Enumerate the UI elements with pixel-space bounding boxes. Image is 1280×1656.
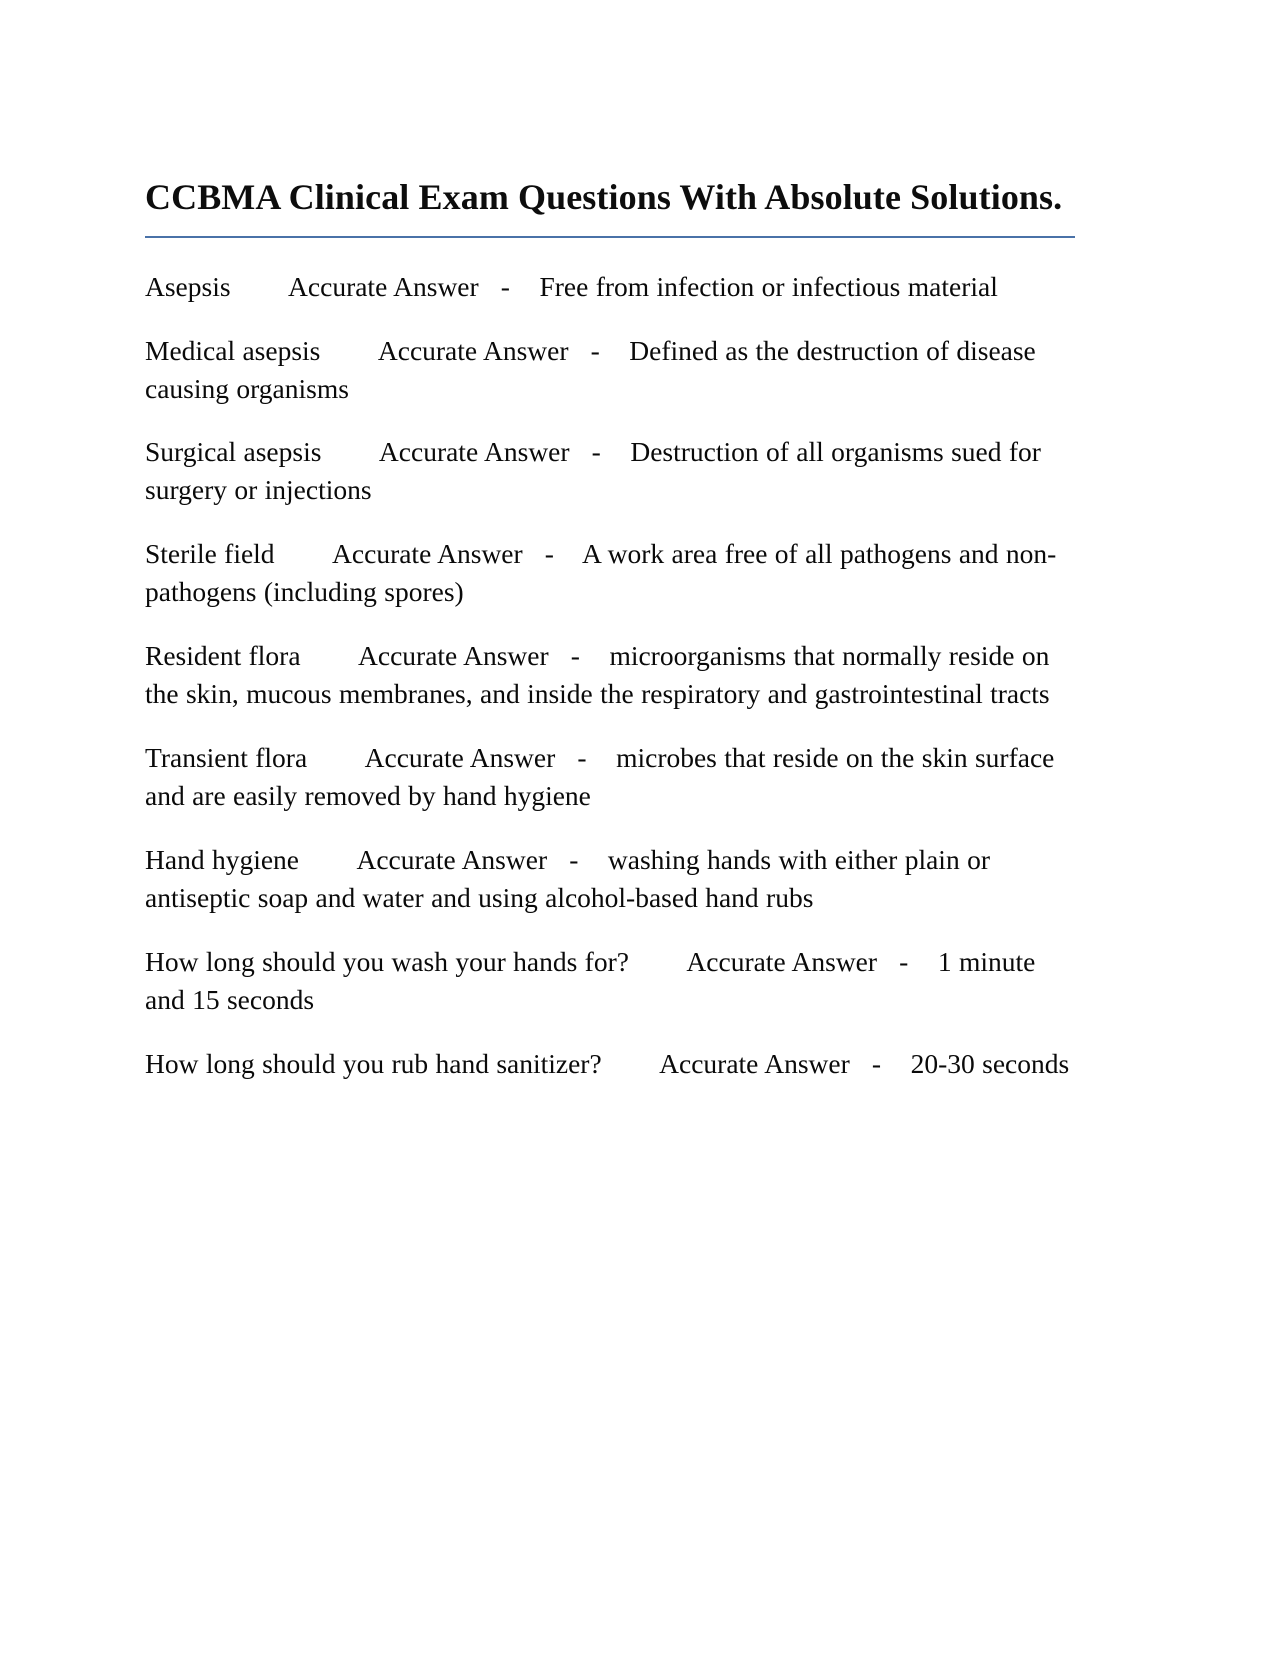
qa-entry xyxy=(145,637,1080,713)
page-title: CCBMA Clinical Exam Questions With Absolute Solutions. xyxy=(145,177,1063,217)
qa-dash: - xyxy=(548,640,610,672)
qa-answer-marker: Accurate Answer xyxy=(288,270,479,302)
qa-dash: - xyxy=(569,436,631,468)
qa-dash: - xyxy=(522,538,582,570)
qa-entry xyxy=(145,268,1080,306)
qa-entry xyxy=(145,841,1080,917)
qa-term: Asepsis xyxy=(145,270,231,302)
qa-answer-marker: Accurate Answer xyxy=(659,1047,850,1079)
qa-answer: microbes that reside on the skin surface and are easily removed by hand hygiene xyxy=(145,742,1055,811)
qa-gap xyxy=(629,946,686,977)
qa-answer: A work area free of all pathogens and non-pathogens (including spores) xyxy=(145,538,1057,608)
qa-dash: - xyxy=(555,742,617,774)
qa-term: Surgical asepsis xyxy=(145,436,322,468)
qa-term: Sterile field xyxy=(145,538,275,570)
qa-answer: washing hands with either plain or antiseptic soap and water and using alcohol-based hand rubs xyxy=(145,843,990,913)
qa-answer-marker: Accurate Answer xyxy=(364,742,556,774)
qa-gap xyxy=(320,335,377,366)
qa-entry xyxy=(145,1045,1080,1083)
qa-gap xyxy=(602,1048,659,1079)
qa-dash: - xyxy=(877,945,938,977)
qa-answer: microorganisms that normally reside on the skin, mucous membranes, and inside the respiratory and gastrointestinal tracts xyxy=(145,640,1050,710)
title-divider xyxy=(145,236,1075,238)
qa-answer: 20-30 seconds xyxy=(910,1047,1070,1079)
qa-answer-marker: Accurate Answer xyxy=(378,436,570,468)
qa-answer-marker: Accurate Answer xyxy=(332,538,523,570)
qa-gap xyxy=(275,538,332,569)
qa-dash: - xyxy=(568,334,630,366)
qa-entry xyxy=(145,535,1080,611)
qa-answer: Free from infection or infectious material xyxy=(539,270,998,302)
qa-answer: 1 minute and 15 seconds xyxy=(145,945,1036,1015)
qa-entry xyxy=(145,433,1080,509)
qa-answer: Destruction of all organisms sued for surgery or injections xyxy=(145,436,1041,506)
qa-answer: Defined as the destruction of disease causing organisms xyxy=(145,334,1036,404)
qa-entry xyxy=(145,739,1080,815)
qa-term: How long should you wash your hands for? xyxy=(145,945,629,977)
qa-gap xyxy=(299,844,356,875)
qa-answer-marker: Accurate Answer xyxy=(686,945,878,977)
qa-answer-marker: Accurate Answer xyxy=(356,843,548,875)
qa-dash: - xyxy=(478,270,540,302)
qa-entry-list xyxy=(145,268,1080,1083)
qa-gap xyxy=(307,742,364,773)
qa-term: Medical asepsis xyxy=(145,334,321,366)
qa-answer-marker: Accurate Answer xyxy=(358,640,549,672)
qa-gap xyxy=(301,640,358,671)
qa-entry xyxy=(145,943,1080,1019)
qa-term: Hand hygiene xyxy=(145,843,299,875)
qa-dash: - xyxy=(547,843,608,875)
qa-gap xyxy=(231,271,288,302)
qa-term: How long should you rub hand sanitizer? xyxy=(145,1047,602,1079)
qa-dash: - xyxy=(849,1047,911,1079)
qa-entry xyxy=(145,332,1080,408)
qa-answer-marker: Accurate Answer xyxy=(377,334,569,366)
qa-gap xyxy=(321,436,378,467)
qa-term: Transient flora xyxy=(145,742,308,774)
qa-term: Resident flora xyxy=(145,640,301,672)
